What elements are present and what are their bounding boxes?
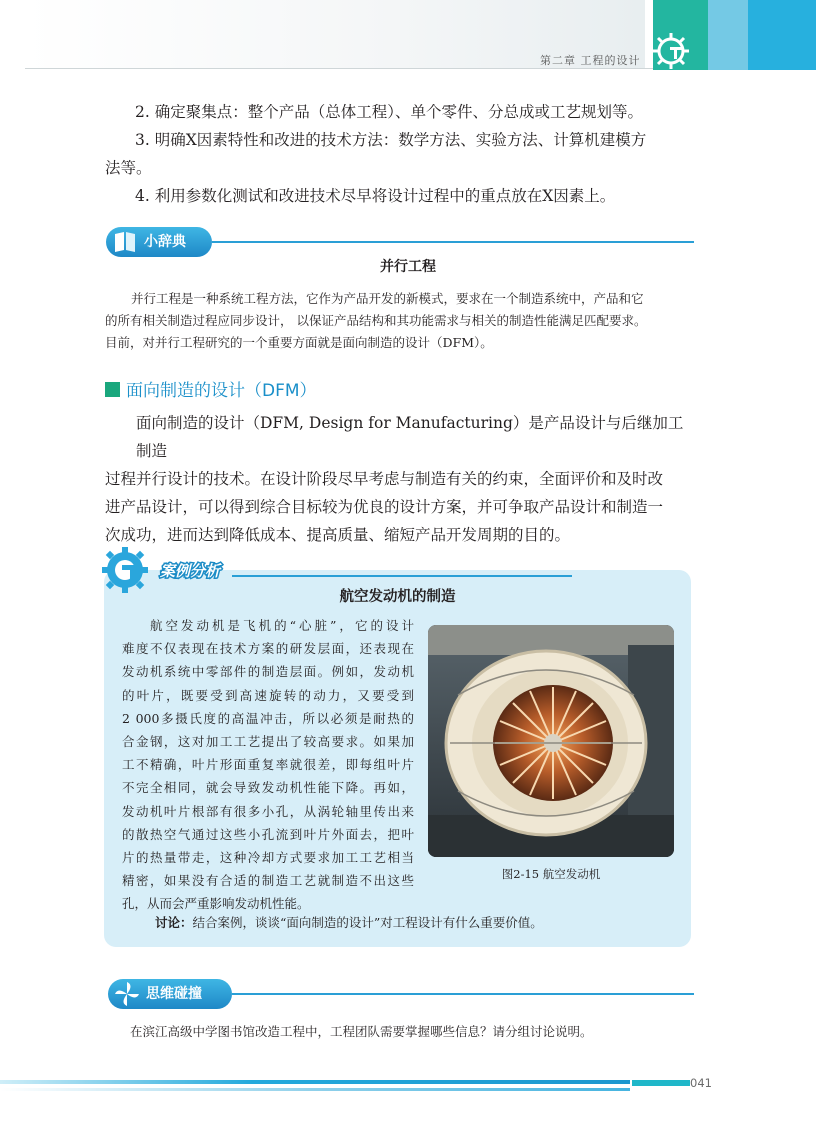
chapter-header: 第二章 工程的设计: [540, 54, 641, 67]
gear-logo-icon: [650, 30, 692, 72]
engine-photo: [428, 625, 674, 857]
section-paragraph: 面向制造的设计（DFM, Design for Manufacturing）是产品设计与后继加工制造 过程并行设计的技术。在设计阶段尽早考虑与制造有关的约束，全面评价和及时改 进产品设计，可以得到综合目标较为优良的设计方案，并可争取产品设计和制造一 次成功，进而达到降低成本、提高质量、缩短产品开发周期的目的。: [105, 414, 684, 544]
thinking-tag: [108, 979, 232, 1009]
case-tag-label: 案例分析: [160, 562, 221, 580]
header-rule: [25, 68, 653, 69]
list-item: 2. 确定聚集点：整个产品（总体工程）、单个零件、分总成或工艺规划等。 3. 明确X因素特性和改进的技术方法：数学方法、实验方法、计算机建模方 法等。 4. 利用参数化测试和改进技术尽早将设计过程中的重点放在X因素上。: [105, 103, 647, 205]
section-heading: 面向制造的设计（DFM）: [105, 376, 317, 401]
case-tag-rule: [232, 575, 572, 577]
case-discussion: 讨论：结合案例，谈谈“面向制造的设计”对工程设计有什么重要价值。: [155, 915, 543, 930]
footer-rule-secondary: [0, 1088, 630, 1091]
thinking-tag-rule: [232, 993, 694, 995]
dictionary-body: 并行工程是一种系统工程方法，它作为产品开发的新模式，要求在一个制造系统中，产品和它 的所有相关制造过程应同步设计， 以保证产品结构和其功能需求与相关的制造性能满足匹配要求。 目前，对并行工程研究的一个重要方面就是面向制造的设计（DFM）。: [105, 291, 647, 350]
page-number: 041: [690, 1076, 712, 1090]
case-title: 航空发动机的制造: [339, 589, 456, 605]
case-body: 航空发动机是飞机的“心脏”，它的设计 难度不仅表现在技术方案的研发层面，还表现在 发动机系统中零部件的制造层面。例如，发动机 的叶片，既要受到高速旋转的动力，又要受到 2 000多摄氏度的高温冲击，所以必须是耐热的 合金钢，这对加工工艺提出了较高要求。如果加 工不精确，叶片形面重复率就很差，即每组叶片 不完全相同，就会导致发动机性能下降。再如， 发动机叶片根部有很多小孔，从涡轮轴里传出来 的散热空气通过这些小孔流到叶片外面去，把叶 片的热量带走，这种冷却方式要求加工工艺相当 精密，如果没有合适的制造工艺就制造不出这些 孔，从而会严重影响发动机性能。: [122, 618, 414, 912]
dictionary-title: 并行工程: [380, 259, 436, 275]
thinking-tag-label: 思维碰撞: [146, 986, 202, 1002]
footer-rule: [0, 1080, 630, 1084]
section-marker-icon: [105, 382, 120, 397]
thinking-prompt: 在滨江高级中学图书馆改造工程中，工程团队需要掌握哪些信息？请分组讨论说明。: [130, 1024, 593, 1039]
dictionary-tag-rule: [212, 241, 694, 243]
book-icon: [112, 230, 138, 254]
dictionary-tag-label: 小辞典: [144, 234, 186, 250]
figure-caption: 图2-15 航空发动机: [501, 867, 601, 881]
dictionary-tag: [106, 227, 212, 257]
pinwheel-icon: [112, 981, 142, 1007]
footer-accent: [632, 1080, 690, 1086]
